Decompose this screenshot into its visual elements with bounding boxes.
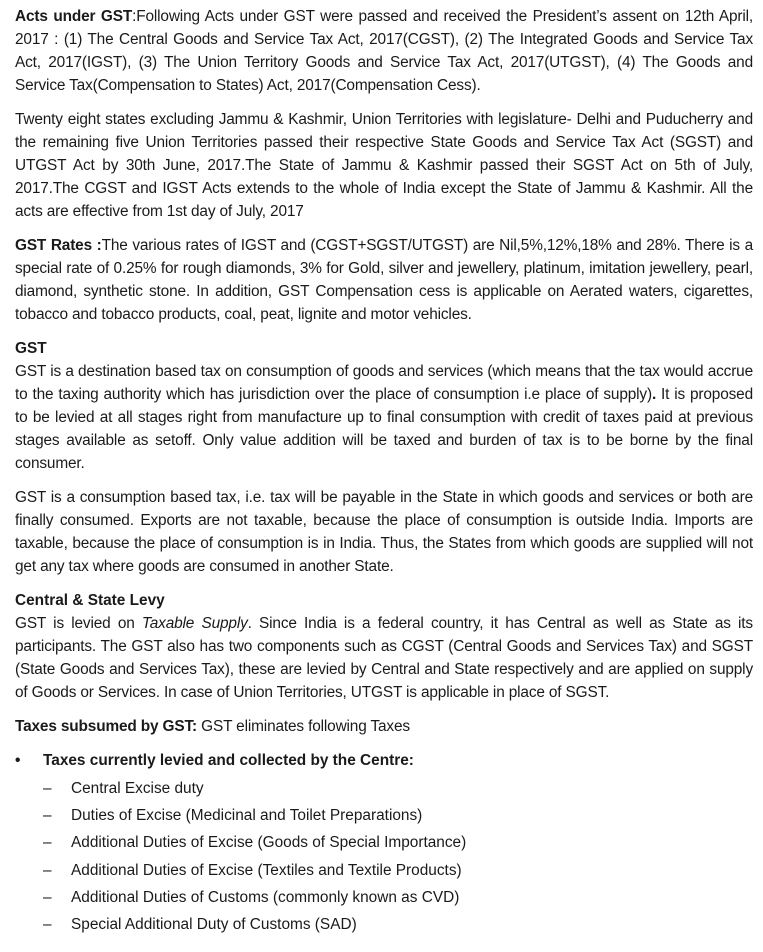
dash-icon: – [43,861,52,879]
dash-icon: – [43,834,52,852]
gst-destination-dot: . [651,386,657,403]
gst-destination-text: GST is a destination based tax on consumption of goods and services (which means that the tax would accrue to the taxing authority which has jurisdiction over the place of consumption i.e place of supply) [15,363,753,403]
dash-icon: – [43,888,52,906]
list-item [43,775,753,802]
list-item-text: Additional Duties of Customs (commonly known as CVD) [71,888,460,906]
list-item [43,802,753,829]
gst-rates-paragraph [15,234,753,326]
levy-post: . Since India is a federal country, it has Central as well as State as its participants. The GST also has two components such as CGST (Central Goods and Services Tax) and SGST (State Goods and Services Tax), these are levied by Central and State respectively and are applied on supply of Goods or Services. In case of Union Territories, UTGST is applicable in place of SGST. [15,615,753,701]
list-item-text: Special Additional Duty of Customs (SAD) [71,916,357,934]
centre-taxes-bullet-label: Taxes currently levied and collected by the Centre: [43,752,414,769]
gst-rates-heading: GST Rates : [15,237,102,254]
list-item [43,911,753,938]
centre-taxes-bullet [15,749,753,772]
bullet-dot-icon: • [15,752,21,769]
states-paragraph: Twenty eight states excluding Jammu & Kashmir, Union Territories with legislature- Delhi and Puducherry and the remaining five Union Territories passed their respective State Goods and Service Tax Act (SGST) and UTGST Act by 30th June, 2017.The State of Jammu & Kashmir passed their SGST Act on 5th of July, 2017.The CGST and IGST Acts extends to the whole of India except the State of Jammu & Kashmir. All the acts are effective from 1st day of July, 2017 [15,111,753,220]
levy-pre: GST is levied on [15,615,142,632]
gst-destination-rest: It is proposed to be levied at all stages right from manufacture up to final consumption with credit of taxes paid at previous stages available as setoff. Only value addition will be taxed and burden of tax is to be borne by the final consumer. [15,386,753,472]
dash-icon: – [43,780,52,797]
taxes-subsumed-text: GST eliminates following Taxes [197,718,410,735]
list-item [43,857,753,884]
dash-icon: – [43,916,52,934]
list-item-text: Central Excise duty [71,780,204,797]
gst-destination-paragraph [15,360,753,475]
central-state-levy-paragraph [15,612,753,704]
gst-heading: GST [15,340,47,357]
list-item [43,884,753,911]
centre-taxes-list [15,775,753,938]
list-item [43,829,753,856]
taxes-subsumed-paragraph [15,715,753,738]
list-item-text: Additional Duties of Excise (Textiles and Textile Products) [71,861,462,879]
dash-icon: – [43,807,52,825]
taxes-subsumed-heading: Taxes subsumed by GST: [15,718,198,735]
central-state-levy-heading: Central & State Levy [15,592,165,609]
acts-heading: Acts under GST [15,8,133,25]
gst-rates-text: The various rates of IGST and (CGST+SGST/UTGST) are Nil,5%,12%,18% and 28%. There is a special rate of 0.25% for rough diamonds, 3% for Gold, silver and jewellery, platinum, imitation jewellery, pearl, diamond, synthetic stone. In addition, GST Compensation cess is applicable on Aerated waters, cigarettes, tobacco and tobacco products, coal, peat, lignite and motor vehicles. [15,237,753,323]
acts-text: :Following Acts under GST were passed and received the President’s assent on 12th April, 2017 : (1) The Central Goods and Service Tax Act, 2017(CGST), (2) The Integrated Goods and Service Tax Act, 2017(IGST), (3) The Union Territory Goods and Service Tax Act, 2017(UTGST), (4) The Goods and Service Tax(Compensation to States) Act, 2017(Compensation Cess). [15,8,754,94]
gst-consumption-paragraph: GST is a consumption based tax, i.e. tax will be payable in the State in which goods and services or both are finally consumed. Exports are not taxable, because the place of consumption is outside India. Imports are taxable, because the place of consumption is in India. Thus, the States from which goods are supplied will not get any tax where goods are consumed in another State. [15,489,753,575]
levy-italic: Taxable Supply [141,615,248,632]
list-item-text: Additional Duties of Excise (Goods of Special Importance) [71,834,467,852]
list-item-text: Duties of Excise (Medicinal and Toilet Preparations) [71,807,423,825]
acts-under-gst-paragraph [15,5,753,97]
